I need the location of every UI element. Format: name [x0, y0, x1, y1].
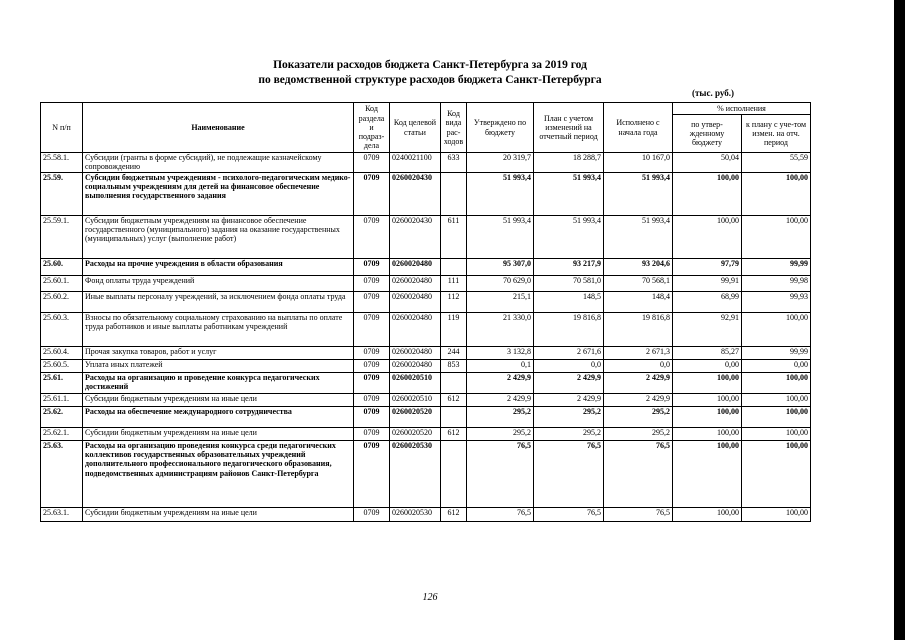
row-plan: 76,5: [534, 441, 604, 508]
row-statya: 0260020480: [390, 360, 441, 373]
table-row: [41, 360, 811, 373]
row-approved: 51 993,4: [467, 216, 534, 259]
row-num: 25.58.1.: [41, 153, 83, 173]
row-pct-plan: 0,00: [742, 360, 811, 373]
row-approved: 95 307,0: [467, 259, 534, 276]
header-plan: План с учетом изменений на отчетный период: [534, 103, 604, 153]
row-statya: 0260020480: [390, 347, 441, 360]
row-razdel: 0709: [354, 441, 390, 508]
row-razdel: 0709: [354, 373, 390, 394]
row-executed: 19 816,8: [604, 313, 673, 347]
row-name: Субсидии бюджетным учреждениям - психолого-педагогическим медико-социальным учреждениям для детей на финансовое обеспечение выполнения государственного задания: [83, 173, 354, 216]
row-approved: 20 319,7: [467, 153, 534, 173]
row-vid: [441, 259, 467, 276]
row-plan: 19 816,8: [534, 313, 604, 347]
document-title: Показатели расходов бюджета Санкт-Петербурга за 2019 год: [273, 59, 587, 71]
row-vid: 612: [441, 428, 467, 441]
row-plan: 70 581,0: [534, 276, 604, 292]
row-name: Иные выплаты персоналу учреждений, за исключением фонда оплаты труда: [83, 292, 354, 313]
row-vid: [441, 441, 467, 508]
header-executed: Исполнено с начала года: [604, 103, 673, 153]
row-razdel: 0709: [354, 347, 390, 360]
header-num: N п/п: [41, 103, 83, 153]
row-pct-plan: 99,98: [742, 276, 811, 292]
table-row: [41, 216, 811, 259]
table-row: [41, 276, 811, 292]
row-pct-approved: 0,00: [673, 360, 742, 373]
row-statya: 0260020530: [390, 441, 441, 508]
row-pct-plan: 100,00: [742, 216, 811, 259]
row-approved: 2 429,9: [467, 373, 534, 394]
row-name: Прочая закупка товаров, работ и услуг: [83, 347, 354, 360]
row-approved: 2 429,9: [467, 394, 534, 407]
row-num: 25.63.: [41, 441, 83, 508]
row-statya: 0260020480: [390, 259, 441, 276]
row-statya: 0260020430: [390, 173, 441, 216]
row-num: 25.60.5.: [41, 360, 83, 373]
header-pct-group: % исполнения: [673, 103, 811, 115]
row-executed: 295,2: [604, 407, 673, 428]
row-plan: 51 993,4: [534, 216, 604, 259]
row-num: 25.60.3.: [41, 313, 83, 347]
table-row: [41, 173, 811, 216]
row-pct-plan: 100,00: [742, 428, 811, 441]
row-approved: 51 993,4: [467, 173, 534, 216]
row-pct-approved: 100,00: [673, 441, 742, 508]
row-executed: 76,5: [604, 508, 673, 522]
header-approved: Утверждено по бюджету: [467, 103, 534, 153]
row-pct-approved: 100,00: [673, 428, 742, 441]
row-pct-plan: 99,99: [742, 347, 811, 360]
row-razdel: 0709: [354, 428, 390, 441]
row-vid: 853: [441, 360, 467, 373]
table-row: [41, 428, 811, 441]
row-approved: 21 330,0: [467, 313, 534, 347]
row-pct-plan: 100,00: [742, 313, 811, 347]
row-plan: 295,2: [534, 407, 604, 428]
row-name: Расходы на прочие учреждения в области образования: [83, 259, 354, 276]
row-pct-plan: 55,59: [742, 153, 811, 173]
row-plan: 2 429,9: [534, 373, 604, 394]
row-num: 25.60.: [41, 259, 83, 276]
row-num: 25.60.2.: [41, 292, 83, 313]
row-pct-plan: 100,00: [742, 508, 811, 522]
row-pct-plan: 100,00: [742, 373, 811, 394]
table-row: [41, 373, 811, 394]
page-number: 126: [422, 592, 438, 603]
row-plan: 0,0: [534, 360, 604, 373]
row-vid: 612: [441, 508, 467, 522]
row-statya: 0240021100: [390, 153, 441, 173]
row-razdel: 0709: [354, 173, 390, 216]
row-pct-approved: 100,00: [673, 407, 742, 428]
row-name: Субсидии бюджетным учреждениям на иные цели: [83, 428, 354, 441]
table-row: [41, 259, 811, 276]
row-pct-approved: 100,00: [673, 373, 742, 394]
table-row: [41, 508, 811, 522]
scan-border: [894, 0, 905, 640]
row-pct-plan: 100,00: [742, 407, 811, 428]
budget-table: [40, 102, 811, 522]
row-executed: 2 429,9: [604, 373, 673, 394]
row-razdel: 0709: [354, 216, 390, 259]
row-plan: 76,5: [534, 508, 604, 522]
row-pct-plan: 99,99: [742, 259, 811, 276]
table-row: [41, 407, 811, 428]
row-pct-approved: 100,00: [673, 173, 742, 216]
header-pct-plan: к плану с уче-том измен. на отч. период: [742, 115, 811, 153]
row-approved: 76,5: [467, 441, 534, 508]
row-razdel: 0709: [354, 153, 390, 173]
row-executed: 51 993,4: [604, 173, 673, 216]
row-num: 25.62.1.: [41, 428, 83, 441]
row-razdel: 0709: [354, 259, 390, 276]
row-pct-approved: 92,91: [673, 313, 742, 347]
row-name: Уплата иных платежей: [83, 360, 354, 373]
row-pct-approved: 100,00: [673, 394, 742, 407]
row-num: 25.60.4.: [41, 347, 83, 360]
row-vid: 633: [441, 153, 467, 173]
row-vid: [441, 373, 467, 394]
row-num: 25.62.: [41, 407, 83, 428]
row-name: Расходы на организацию проведения конкурса среди педагогических коллективов государственных образовательных учреждений дополнительного профессионального педагогического образования, подведомственных администрациям районов Санкт-Петербурга: [83, 441, 354, 508]
row-pct-plan: 100,00: [742, 173, 811, 216]
row-num: 25.61.1.: [41, 394, 83, 407]
row-plan: 2 671,6: [534, 347, 604, 360]
row-name: Фонд оплаты труда учреждений: [83, 276, 354, 292]
row-executed: 295,2: [604, 428, 673, 441]
row-vid: 611: [441, 216, 467, 259]
row-executed: 2 429,9: [604, 394, 673, 407]
table-row: [41, 292, 811, 313]
row-name: Субсидии (гранты в форме субсидий), не подлежащие казначейскому сопровождению: [83, 153, 354, 173]
row-executed: 93 204,6: [604, 259, 673, 276]
row-approved: 0,1: [467, 360, 534, 373]
row-vid: 244: [441, 347, 467, 360]
row-executed: 0,0: [604, 360, 673, 373]
row-razdel: 0709: [354, 292, 390, 313]
row-razdel: 0709: [354, 360, 390, 373]
row-executed: 51 993,4: [604, 216, 673, 259]
table-row: [41, 394, 811, 407]
row-razdel: 0709: [354, 394, 390, 407]
header-pct-approved: по утвер-жденному бюджету: [673, 115, 742, 153]
row-pct-approved: 68,99: [673, 292, 742, 313]
units-label: (тыс. руб.): [692, 88, 734, 98]
row-name: Субсидии бюджетным учреждениям на иные цели: [83, 508, 354, 522]
row-num: 25.59.: [41, 173, 83, 216]
row-statya: 0260020520: [390, 407, 441, 428]
table-row: [41, 441, 811, 508]
row-num: 25.60.1.: [41, 276, 83, 292]
row-plan: 295,2: [534, 428, 604, 441]
row-plan: 2 429,9: [534, 394, 604, 407]
header-razdel: Код раздела и подраз-дела: [354, 103, 390, 153]
document-subtitle: по ведомственной структуре расходов бюджета Санкт-Петербурга: [258, 74, 602, 86]
row-approved: 3 132,8: [467, 347, 534, 360]
row-vid: 119: [441, 313, 467, 347]
row-plan: 18 288,7: [534, 153, 604, 173]
row-razdel: 0709: [354, 407, 390, 428]
table-row: [41, 313, 811, 347]
row-name: Расходы на обеспечение международного сотрудничества: [83, 407, 354, 428]
row-razdel: 0709: [354, 276, 390, 292]
row-vid: 111: [441, 276, 467, 292]
row-executed: 10 167,0: [604, 153, 673, 173]
row-plan: 148,5: [534, 292, 604, 313]
row-num: 25.59.1.: [41, 216, 83, 259]
row-approved: 70 629,0: [467, 276, 534, 292]
row-statya: 0260020510: [390, 394, 441, 407]
header-statya: Код целевой статьи: [390, 103, 441, 153]
row-plan: 93 217,9: [534, 259, 604, 276]
row-num: 25.63.1.: [41, 508, 83, 522]
row-statya: 0260020530: [390, 508, 441, 522]
row-pct-approved: 97,79: [673, 259, 742, 276]
table-body: [41, 153, 811, 522]
row-razdel: 0709: [354, 508, 390, 522]
table-row: [41, 153, 811, 173]
row-pct-approved: 50,04: [673, 153, 742, 173]
row-approved: 295,2: [467, 407, 534, 428]
row-name: Субсидии бюджетным учреждениям на иные цели: [83, 394, 354, 407]
row-name: Взносы по обязательному социальному страхованию на выплаты по оплате труда работников и иные выплаты работникам учреждений: [83, 313, 354, 347]
row-pct-approved: 85,27: [673, 347, 742, 360]
row-statya: 0260020480: [390, 313, 441, 347]
header-name: Наименование: [83, 103, 354, 153]
row-approved: 76,5: [467, 508, 534, 522]
row-vid: 112: [441, 292, 467, 313]
row-name: Субсидии бюджетным учреждениям на финансовое обеспечение государственного (муниципального) задания на оказание государственных (муниципальных) услуг (выполнение работ): [83, 216, 354, 259]
header-vid: Код вида рас-ходов: [441, 103, 467, 153]
row-plan: 51 993,4: [534, 173, 604, 216]
row-statya: 0260020480: [390, 276, 441, 292]
row-pct-plan: 100,00: [742, 441, 811, 508]
row-executed: 76,5: [604, 441, 673, 508]
row-vid: [441, 173, 467, 216]
row-vid: 612: [441, 394, 467, 407]
row-approved: 215,1: [467, 292, 534, 313]
row-pct-plan: 99,93: [742, 292, 811, 313]
row-pct-approved: 99,91: [673, 276, 742, 292]
row-pct-approved: 100,00: [673, 216, 742, 259]
row-pct-plan: 100,00: [742, 394, 811, 407]
row-vid: [441, 407, 467, 428]
row-statya: 0260020510: [390, 373, 441, 394]
row-executed: 148,4: [604, 292, 673, 313]
row-num: 25.61.: [41, 373, 83, 394]
row-statya: 0260020430: [390, 216, 441, 259]
table-row: [41, 347, 811, 360]
row-executed: 2 671,3: [604, 347, 673, 360]
row-executed: 70 568,1: [604, 276, 673, 292]
row-name: Расходы на организацию и проведение конкурса педагогических достижений: [83, 373, 354, 394]
row-approved: 295,2: [467, 428, 534, 441]
row-pct-approved: 100,00: [673, 508, 742, 522]
row-razdel: 0709: [354, 313, 390, 347]
row-statya: 0260020520: [390, 428, 441, 441]
row-statya: 0260020480: [390, 292, 441, 313]
